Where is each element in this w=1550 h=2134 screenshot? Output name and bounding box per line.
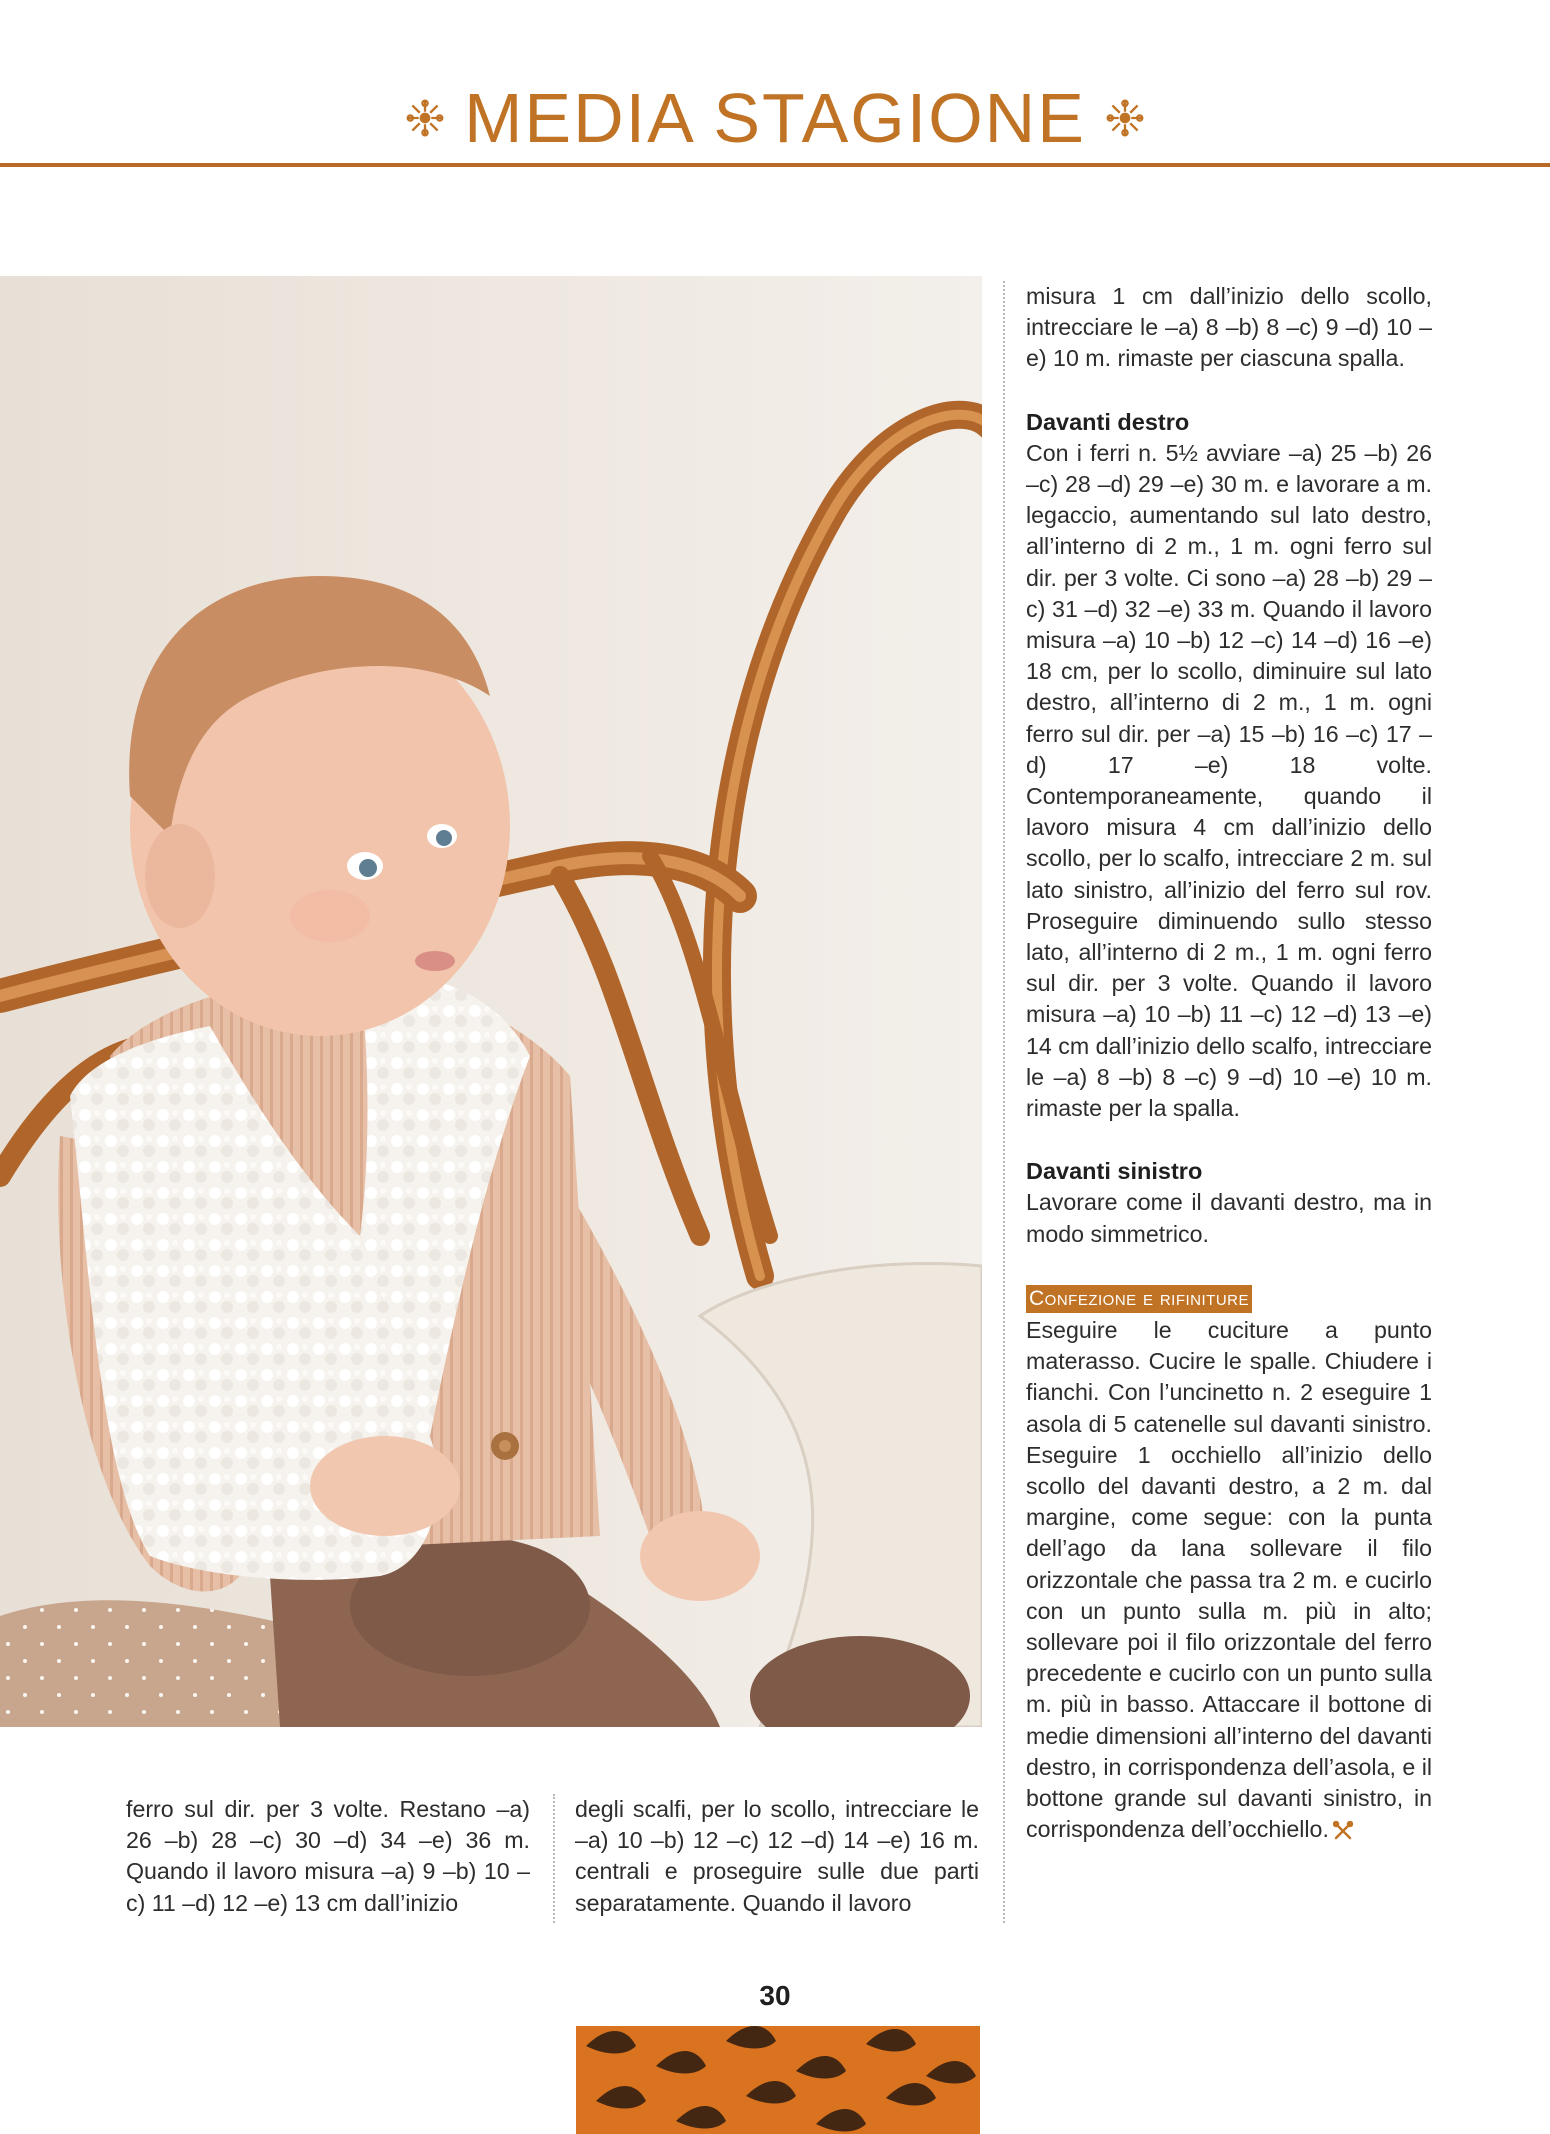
right-text-column	[1026, 281, 1432, 1845]
bottom-text-column-1	[126, 1794, 530, 1919]
flower-ornament-icon	[1104, 97, 1146, 139]
header-divider	[0, 163, 1550, 167]
front-right-paragraph: Con i ferri n. 5½ avviare –a) 25 –b) 26 –c) 28 –d) 29 –e) 30 m. e lavorare a m. legaccio, aumentando sul lato destro, all’interno di 2 m., 1 m. ogni ferro sul dir. per 3 volte. Ci sono –a) 28 –b) 29 –c) 31 –d) 32 –e) 33 m. Quando il lavoro misura –a) 10 –b) 12 –c) 14 –d) 16 –e) 18 cm, per lo scollo, diminuire sul lato destro, all’interno di 2 m., 1 m. ogni ferro sul dir. per –a) 15 –b) 16 –c) 17 –d) 17 –e) 18 volte. Contemporaneamente, quando il lavoro misura 4 cm dall’inizio dello scollo, per lo scalfo, intrecciare 2 m. sul lato sinistro, all’inizio del ferro sul rov. Proseguire diminuendo sullo stesso lato, all’interno di 2 m., 1 m. ogni ferro sul dir. per 3 volte. Quando il lavoro misura –a) 10 –b) 11 –c) 12 –d) 13 –e) 14 cm dall’inizio dello scalfo, intrecciare le –a) 8 –b) 8 –c) 9 –d) 10 –e) 10 m. rimaste per la spalla.	[1026, 439, 1432, 1122]
finishing-paragraph	[1026, 1315, 1432, 1845]
column-divider	[1003, 281, 1005, 1923]
baby-photo-illustration	[0, 276, 982, 1727]
footer-knit-pattern	[576, 2026, 980, 2134]
flower-ornament-icon	[404, 97, 446, 139]
section-title	[0, 78, 1550, 158]
front-left-paragraph: Lavorare come il davanti destro, ma in modo simmetrico.	[1026, 1189, 1432, 1247]
scissors-end-icon	[1333, 1821, 1353, 1841]
front-left-heading: Davanti sinistro	[1026, 1158, 1203, 1185]
leaf-pattern-icon	[576, 2026, 980, 2134]
finishing-text: Eseguire le cuciture a punto materasso. Cucire le spalle. Chiudere i fianchi. Con l’uncinetto n. 2 eseguire 1 asola di 5 catenelle sul davanti sinistro. Eseguire 1 occhiello all’inizio dello scollo del davanti destro, a 2 m. dal margine, come segue: con la punta dell’ago da lana sollevare il filo orizzontale che passa tra 2 m. e cucirlo con un punto sulla m. più in alto; sollevare poi il filo orizzontale del ferro precedente e cucirlo con un punto sulla m. più in basso. Attaccare il bottone di medie dimensioni all’interno del davanti destro, in corrispondenza dell’asola, e il bottone grande sul davanti sinistro, in corrispondenza dell’occhiello.	[1026, 1316, 1433, 1843]
bottom-text-column-2	[575, 1794, 979, 1919]
continuation-paragraph: misura 1 cm dall’inizio dello scollo, intrecciare le –a) 8 –b) 8 –c) 9 –d) 10 –e) 10 m. rimaste per ciascuna spalla.	[1026, 283, 1432, 372]
bottom-paragraph-1: ferro sul dir. per 3 volte. Restano –a) 26 –b) 28 –c) 30 –d) 34 –e) 36 m. Quando il lavoro misura –a) 9 –b) 10 –c) 11 –d) 12 –e) 13 cm dall’inizio	[126, 1796, 530, 1916]
baby-photo	[0, 276, 982, 1727]
column-divider	[553, 1794, 555, 1923]
section-title-text: MEDIA STAGIONE	[464, 79, 1086, 157]
page-header	[0, 0, 1550, 168]
front-right-heading: Davanti destro	[1026, 408, 1190, 435]
page-number: 30	[759, 1980, 791, 2011]
bottom-paragraph-2: degli scalfi, per lo scollo, intrecciare le –a) 10 –b) 12 –c) 12 –d) 14 –e) 16 m. centrali e proseguire sulle due parti separatamente. Quando il lavoro	[575, 1796, 979, 1916]
finishing-label: Confezione e rifiniture	[1026, 1285, 1252, 1313]
